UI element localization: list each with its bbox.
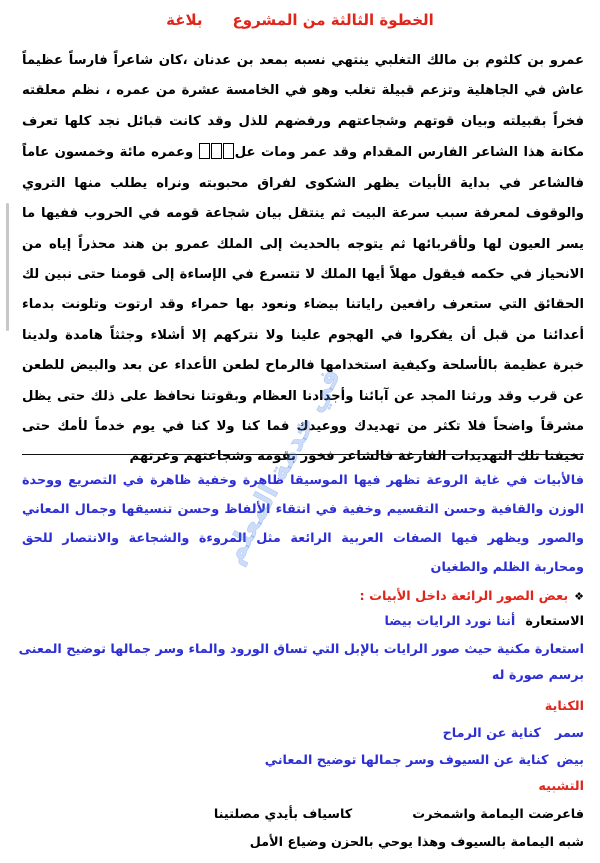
kinaya-1-word: سمر bbox=[554, 726, 584, 741]
metaphor-example: أننا نورد الرايات بيضا bbox=[384, 614, 516, 629]
kinaya-row-2 bbox=[16, 751, 584, 771]
metaphor-label: الاستعارة bbox=[525, 614, 584, 629]
kinaya-2-explain: كناية عن السيوف وسر جمالها توضيح المعاني bbox=[264, 753, 549, 768]
metaphor-row bbox=[16, 612, 584, 632]
kinaya-row-1 bbox=[16, 724, 584, 744]
intro-paragraph-1a: عمرو بن كلثوم بن مالك التغلبي ينتهي نسبه بمعد بن عدنان ،كان شاعراً فارساً عظيماً عاش في الجاهلية وتزعم قبيلة تغلب وهو في الخامسة عشرة من عمره ، نظم معلقته فخراً بقبيلته وبيان قوتهم وشجاعتهم ورفضهم للذل وقد كانت قبائل نجد كلها تعرف مكانة هذا الشاعر الفارس المقدام وقد عمر ومات عل bbox=[22, 53, 584, 161]
tashbih-verse-right: فاعرضت اليمامة واشمخرت bbox=[412, 807, 584, 822]
title-step: الخطوة الثالثة من المشروع bbox=[232, 11, 434, 29]
images-heading: بعض الصور الرائعة داخل الأبيات : bbox=[359, 589, 569, 604]
tashbih-explain: شبه اليمامة بالسيوف وهذا يوحي بالحزن وضياع الأمل bbox=[249, 835, 584, 850]
metaphor-explain-1: استعارة مكنية حيث صور الرايات بالإبل التي تساق الورود والماء وسر جمالها توضيح المعنى bbox=[18, 642, 584, 657]
tashbih-heading: التشبيه bbox=[538, 779, 584, 794]
analysis-paragraph: فالأبيات في غاية الروعة تظهر فيها الموسيقا ظاهرة وخفية ظاهرة في التصريع ووحدة الوزن والقافية وحسن التقسيم وخفية في انتقاء الألفاظ وحسن تنسيقها وجمال المعاني والصور ويظهر فيها الصفات العربية الرائعة مثل المروءة والشجاعة والانتصار للحق ومحاربة الظلم والطغيان bbox=[22, 473, 584, 575]
scrollbar[interactable] bbox=[6, 203, 9, 331]
kinaya-2-word: بيض bbox=[556, 753, 584, 768]
page-title bbox=[0, 10, 600, 30]
kinaya-1-explain: كناية عن الرماح bbox=[442, 726, 541, 741]
bullet-icon: ❖ bbox=[574, 590, 584, 603]
title-subject: بلاغة bbox=[166, 11, 203, 29]
metaphor-explain-2: برسم صورة له bbox=[491, 668, 584, 683]
intro-paragraph-2: فالشاعر في بداية الأبيات يظهر الشكوى لفراق محبوبته ونراه يطلب منها التروي والوقوف لمعرفة سبب سرعة البيت ثم ينتقل بيان شجاعة قومه في الحروب ففيها ما يسر العيون لها ولأقربائها ثم يتوجه بالحديث إلى الملك عمرو بن هند محذراً إياه من الانحياز في حكمه فيقول مهلاً أيها الملك لا تتسرع في الإساءة إلى قومنا حتى نبين لك الحقائق التي ستعرف رافعين راياتنا بيضاء ونعود بها حمراء وقد ارتوت وتلونت بدماء أعدائنا من قبل أن يفكروا في الهجوم علينا ولا نتركهم إلا أشلاء وجثثاً هامدة ولدينا خبرة عظيمة بالأسلحة وكيفية استخدامها فالرماح لطعن الأعداء عن بعد والبيض للطعن عن قرب وقد ورثنا المجد عن آبائنا وأجدادنا العظام وبقوتنا نحافظ على ذلك حتى يظل مشرقاً واضحاً فلا تكثر من تهديدك ووعيدك فما كنا ولا كنا في يوم خدماً لأمك حتى تخيفنا تلك التهديدات الفارغة فالشاعر فخور بقومه وشجاعتهم وعزتهم bbox=[22, 175, 584, 465]
missing-glyph-boxes bbox=[199, 137, 235, 167]
tashbih-verse bbox=[16, 805, 584, 825]
intro-paragraph-1b: وعمره مائة وخمسون عاماً bbox=[22, 145, 199, 161]
section-divider bbox=[22, 454, 584, 455]
tashbih-verse-left: كاسياف بأيدي مصلتينا bbox=[213, 807, 353, 822]
intro-text bbox=[22, 46, 584, 473]
watermark-text: في خدمة المعلم bbox=[217, 362, 348, 570]
images-heading-row bbox=[16, 587, 584, 607]
kinaya-heading: الكناية bbox=[544, 699, 584, 714]
